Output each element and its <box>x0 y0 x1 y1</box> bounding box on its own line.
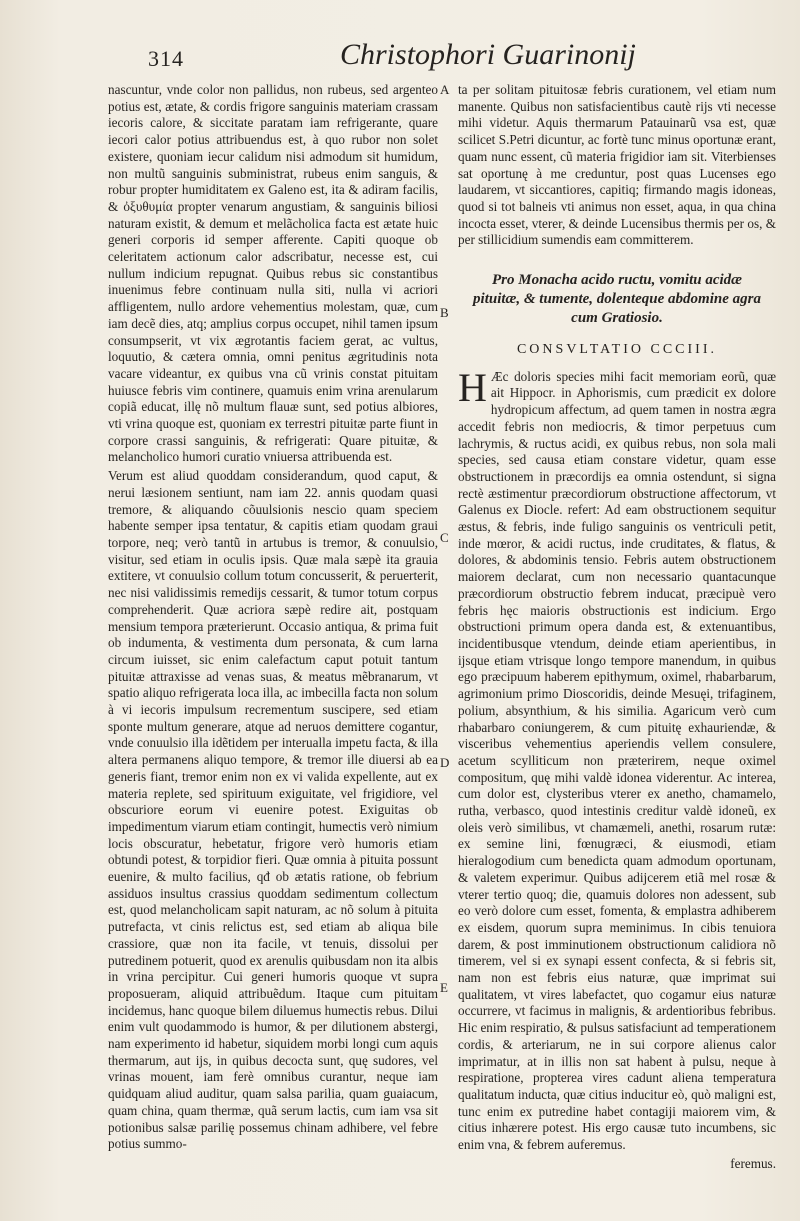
right-intro-paragraph: ta per solitam pituitosæ febris curationem, vel etiam num manente. Quibus non satisfacientibus cautè rijs vti necesse mihi videtur. Aquis thermarum Patauinarũ vsa est, quæ scilicet S.Petri dicuntur, ac fortè tunc minus oportunæ erant, quam nunc essent, cũ materia frigidior iam sit. Viterbienses sat oportunę à me creduntur, post quas Lucenses ego laudarem, vt siccantiores, capitiq; firmando magis idoneas, quod si tot balneis vti animus non esset, aqua, in qua china incocta esset, vterer, & deinde Lucensibus thermis per os, & per stillicidium sumendis eam committerem. <box>458 82 776 248</box>
margin-letter-d: D <box>440 755 450 770</box>
margin-letter-b: B <box>440 305 449 320</box>
consultation-text: Æc doloris species mihi facit memoriam eorũ, quæ ait Hippocr. in Aphorismis, cum prædicit ex dolore hydropicum affectum, ad quem tamen in nostra ægra accedit febris non mediocris, & timor perpetuus cum lachrymis, & ructus acidi, ex quibus rebus, non sola mali species, sed causa etiam constare videtur, quam esse obstructionem in præcordijs ea omnia ostendunt, si signa rectè æstimentur præcordiorum obstructione affectorum, vt Galenus ex Diocle. refert: Ad eam obstructionem sequitur æstus, & febris, inde fuligo sanguinis os ventriculi petit, inde mœror, & acidi ructus, inde cruditates, & flatus, & dolores, & abdominis tensio. Febris autem obstructionem maiorem declarat, cum non necessario quantacunque præcordiorum obstructio febrem inducat, præcipuè vero febris hęc maioris obstructionis est indicium. Ergo obstructioni primum opera danda est, & extenuantibus, incidentibusque vtendum, deinde etiam aperientibus, in ijsque etiam vtrisque longo tempore manendum, in quibus ego præcipuum haberem epithymum, oximel, rhabarbarum, agrimonium primo Dioscoridis, deinde Mesuęi, trifaginem, polium, absynthium, & his similia. Agaricum verò cum rhabarbaro coniungerem, & cum pituitę exhauriendæ, & visceribus vehementius aperiendis vellem consulere, acetum scylliticum non præterirem, neque oximel compositum, quę mihi valdè idonea viderentur. Ac interea, cum dolor est, clysteribus vterer ex anetho, chamamelo, rutha, verbasco, quod intestinis creditur valdè idoneũ, ex oleis verò similibus, vt chamæmeli, anethi, rosarum rutæ: ex semine lini, fœnugræci, & eiusmodi, etiam hieralogodium cum benedicta quam admodum oportunam, & valetem experimur. Quibus adijcerem etiã mel rosæ & vterer tertio quoq; die, quamuis dolores non adessent, sub eo verò dolore cum esset, fomenta, & emplastra adhiberem ex eisdem, quorum supra meminimus. In cibis tenuiora darem, & post imminutionem obstructionum calidiora nõ timerem, vel si ex synapi essent confecta, & si febris sit, nam non est febris eius naturæ, quæ imprimat sui qualitatem, vt vires labefactet, quo cogamur eius naturæ occurrere, vt facimus in malignis, & ardentioribus febribus. Hic enim respiratio, & pulsus satisfaciunt ad temperationem cordis, & arteriarum, ne in sui corpore alienus calor imprimatur, at in illis non sat habent à pulsu, neque à respiratione, propterea vires cadunt aliena temperatura qualitatum inducta, quæ citius inducitur eò, quò maligni est, tunc enim ex putredine habet contagiji maiorem vim, & citius inhærere potest. His ergo causæ tuto incumbens, sic enim vna, & febrem auferemus. <box>458 368 776 1153</box>
margin-letter-e: E <box>440 980 448 995</box>
right-column <box>458 82 776 1212</box>
margin-letter-a: A <box>440 82 450 97</box>
consultation-body <box>458 364 776 1154</box>
left-paragraph-1: nascuntur, vnde color non pallidus, non rubeus, sed argenteo potius est, ætate, & cordis frigore sanguinis materiam crassam iecoris calore, & siccitate paratam iam refrigerante, quare iecori calor potius attribuendus est, à quo rubor non solet existere, quoniam iecur calidum nisi admodum sit humidum, non multũ sanguinis subministrat, rubeus enim sanguis, & robur propter humiditatem ex Galeno est, ita & adiram facilis, & ὀξυθυμία propter venarum angustiam, & sanguinis biliosi naturam existit, & demum et melãcholica facta est ætate huic generi corporis id semper afferente. Capiti quoque ob celeritatem actionum calor adscribatur, necesse est, cui nullum indicium repugnat. Quibus rebus sic constantibus inuenimus febre continuam nulla siti, nulla vi acriori affligentem, nullo ardore vehementius molestam, quæ, cum iam decẽ dies, atq; amplius corpus occupet, nihil tamen ipsum consumpserit, vt vix ægrotantis faciem gerat, ac vultus, loquutio, & cætera omnia, omni penitus ægritudinis nota vacare videantur, ex quibus vna cũ vrinis constat pituitam huiusce febris vim continere, quamuis enim vrina arenularum copiã educat, illę nõ multum flauæ sunt, sed potius albiores, vti vrina quoque est, quoniam ex terrestri pituitæ parte fiunt in corpore crassi sanguinis, & refrigerati: Quare pituitæ, & melancholico humori curatio vniuersa attribuenda est. <box>108 82 438 465</box>
drop-cap: H <box>458 364 487 410</box>
page-number: 314 <box>148 46 184 71</box>
left-column <box>108 82 438 1212</box>
consultation-label: CONSVLTATIO CCCIII. <box>516 342 718 358</box>
left-paragraph-2: Verum est aliud quoddam considerandum, quod caput, & nerui læsionem sentiunt, nam iam 22. annis quodam quasi tremore, & aliquando cõuulsionis nescio quam speciem habente semper ipsa tentatur, & capitis etiam quodam graui torpore, neq; verò tantũ in artubus is tremor, & conuulsio, visitur, sed etiam in oculis ipsis. Quæ mala sæpè ita grauia extitere, vt conuulsio collum totum concusserit, & peruerterit, nec nisi validissimis remedijs cessarit, & tumor totum corpus comprehenderit. Quæ acriora sæpè redire ait, postquam mensium tempora præterierunt. Occasio antiqua, & prima fuit ob indumenta, & vestimenta dum personata, & cum larna circum iuisset, sic enim calefactum caput potuit tantum pituitæ attraxisse ad venas suas, & meatus mẽbranarum, vt spatio aliquo refrigerata loca illa, ac imbecilla facta non solum à vi iecoris impulsum recrementum suscipere, sed etiam sponte multum generare, atque ad neruos demittere cogantur, vnde conuulsio illa idẽtidem per interualla impetu facta, & illa altera permanens aliquo tempore, & tremor ille diuersi ab ea generis fiant, tremor enim non ex vi valida expellente, aut ex materia replete, sed spirituum exiguitate, vel frigidiore, vel obscuriore eorum vi euenire potest. Exiguitas ob impedimentum viarum etiam contingit, humectis verò nimium locis obscuratur, hebetatur, frigore verò humoris etiam obtundi potest, & torpidior fieri. Quæ omnia à pituita possunt euenire, & multo facilius, qđ ob ætatis ratione, ob febrium assiduos insultus crassius quoddam sedimentum collectum est, quod melancholicam sapit naturam, ac nõ solum à pituita putrefacta, vt cinis relictus est, sed etiam ab aliqua bile crassiore, quæ non ita facile, vt tenuis, dissolui per putredinem potuerit, quod ex arenulis quibusdam non ita albis in vrina percipitur. Cui generi humoris quoque vt supra proposueram, aliquid attribuẽdum. Itaque cum pituitam incidemus, hanc quoque bilem diluemus humectis rebus. Dilui enim vult quodammodo is humor, & per dilutionem abstergi, nam experimento id habetur, siquidem morbi longi cum aquis thermarum, aut ijs, in quibus decocta sunt, quę sudores, vel vrinas mouent, iam ferè omnibus curantur, neque iam quidquam aliud auditur, quam salsa parilia, quam guaiacum, quam china, quam thermæ, quã serum lactis, cum iam vsa sit potionibus salsæ parilię possemus chinam adhibere, vel febre potius summo- <box>108 468 438 1152</box>
section-title: Pro Monacha acido ructu, vomitu acidæ pituitæ, & tumente, dolenteque abdomine agra cum Gratiosio. <box>473 272 761 327</box>
margin-letter-c: C <box>440 530 449 545</box>
catchword: feremus. <box>730 1155 776 1171</box>
running-title: Christophori Guarinonij <box>340 38 636 71</box>
